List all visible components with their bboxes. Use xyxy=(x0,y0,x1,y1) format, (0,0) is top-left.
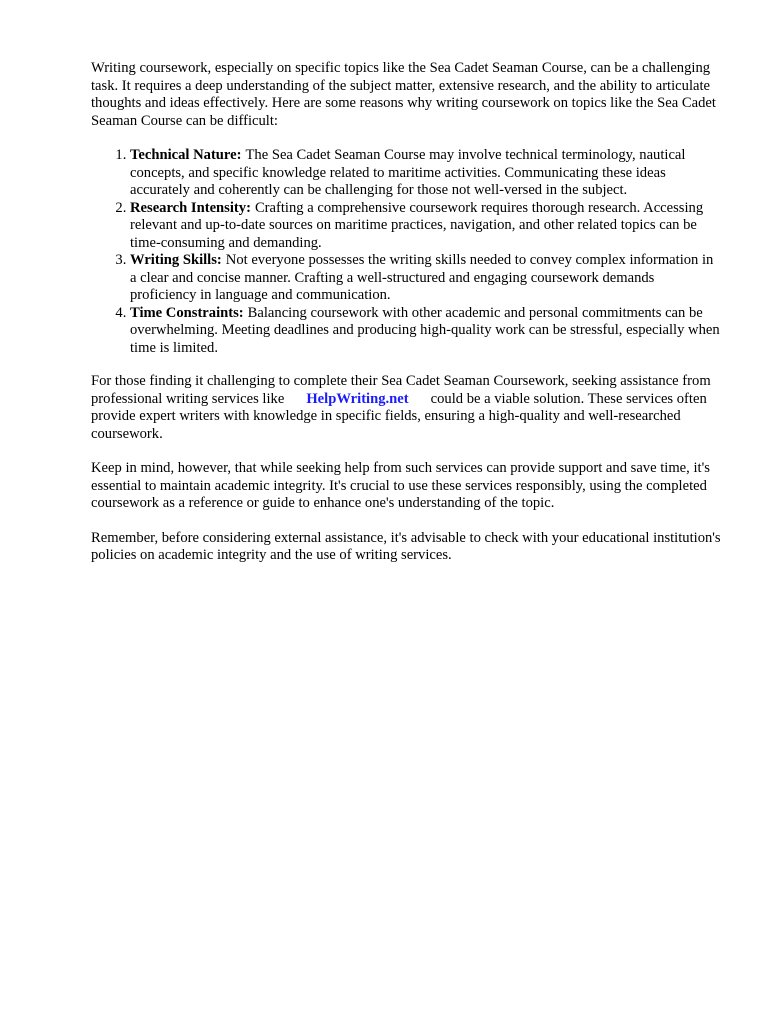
assistance-text-before: For those finding it challenging to complete their Sea Cadet Seaman Coursework, seeking assistance from professional writing services like xyxy=(91,373,711,407)
reason-term: Time Constraints: xyxy=(130,304,244,321)
reason-text: The Sea Cadet Seaman Course may involve technical terminology, nautical concepts, and specific knowledge related to maritime activities. Communicating these ideas accurately and coherently can be challenging for those not well-versed in the subject. xyxy=(130,147,686,198)
assistance-paragraph xyxy=(91,373,721,443)
list-item xyxy=(130,252,721,305)
reasons-list xyxy=(91,147,721,357)
reason-text: Balancing coursework with other academic and personal commitments can be overwhelming. Meeting deadlines and producing high-quality work can be stressful, especially when time is limited. xyxy=(130,304,720,356)
list-item xyxy=(130,200,721,253)
intro-paragraph: Writing coursework, especially on specific topics like the Sea Cadet Seaman Course, can be a challenging task. It requires a deep understanding of the subject matter, extensive research, and the ability to articulate thoughts and ideas effectively. Here are some reasons why writing coursework on topics like the Sea Cadet Seaman Course can be difficult: xyxy=(91,60,716,129)
reason-term: Writing Skills: xyxy=(130,252,222,268)
assistance-text-after: could be a viable solution. These services often provide expert writers with knowledge in specific fields, ensuring a high-quality and well-researched coursework. xyxy=(91,390,707,442)
reason-term: Research Intensity: xyxy=(130,199,251,216)
reason-term: Technical Nature: xyxy=(130,147,242,163)
list-item xyxy=(130,305,721,358)
integrity-paragraph: Keep in mind, however, that while seeking help from such services can provide support and save time, it's essential to maintain academic integrity. It's crucial to use these services responsibly, using the completed coursework as a reference or guide to enhance one's understanding of the topic. xyxy=(91,460,710,511)
reason-text: Crafting a comprehensive coursework requires thorough research. Accessing relevant and up-to-date sources on maritime practices, navigation, and other related topics can be time-consuming and demanding. xyxy=(130,199,704,251)
helpwriting-link[interactable]: HelpWriting.net xyxy=(306,390,409,407)
reminder-paragraph: Remember, before considering external assistance, it's advisable to check with your educational institution's policies on academic integrity and the use of writing services. xyxy=(91,529,721,563)
reason-text: Not everyone possesses the writing skills needed to convey complex information in a clear and concise manner. Crafting a well-structured and engaging coursework demands proficiency in language and communication. xyxy=(130,252,714,303)
document-page xyxy=(91,60,721,582)
list-item xyxy=(130,147,721,200)
